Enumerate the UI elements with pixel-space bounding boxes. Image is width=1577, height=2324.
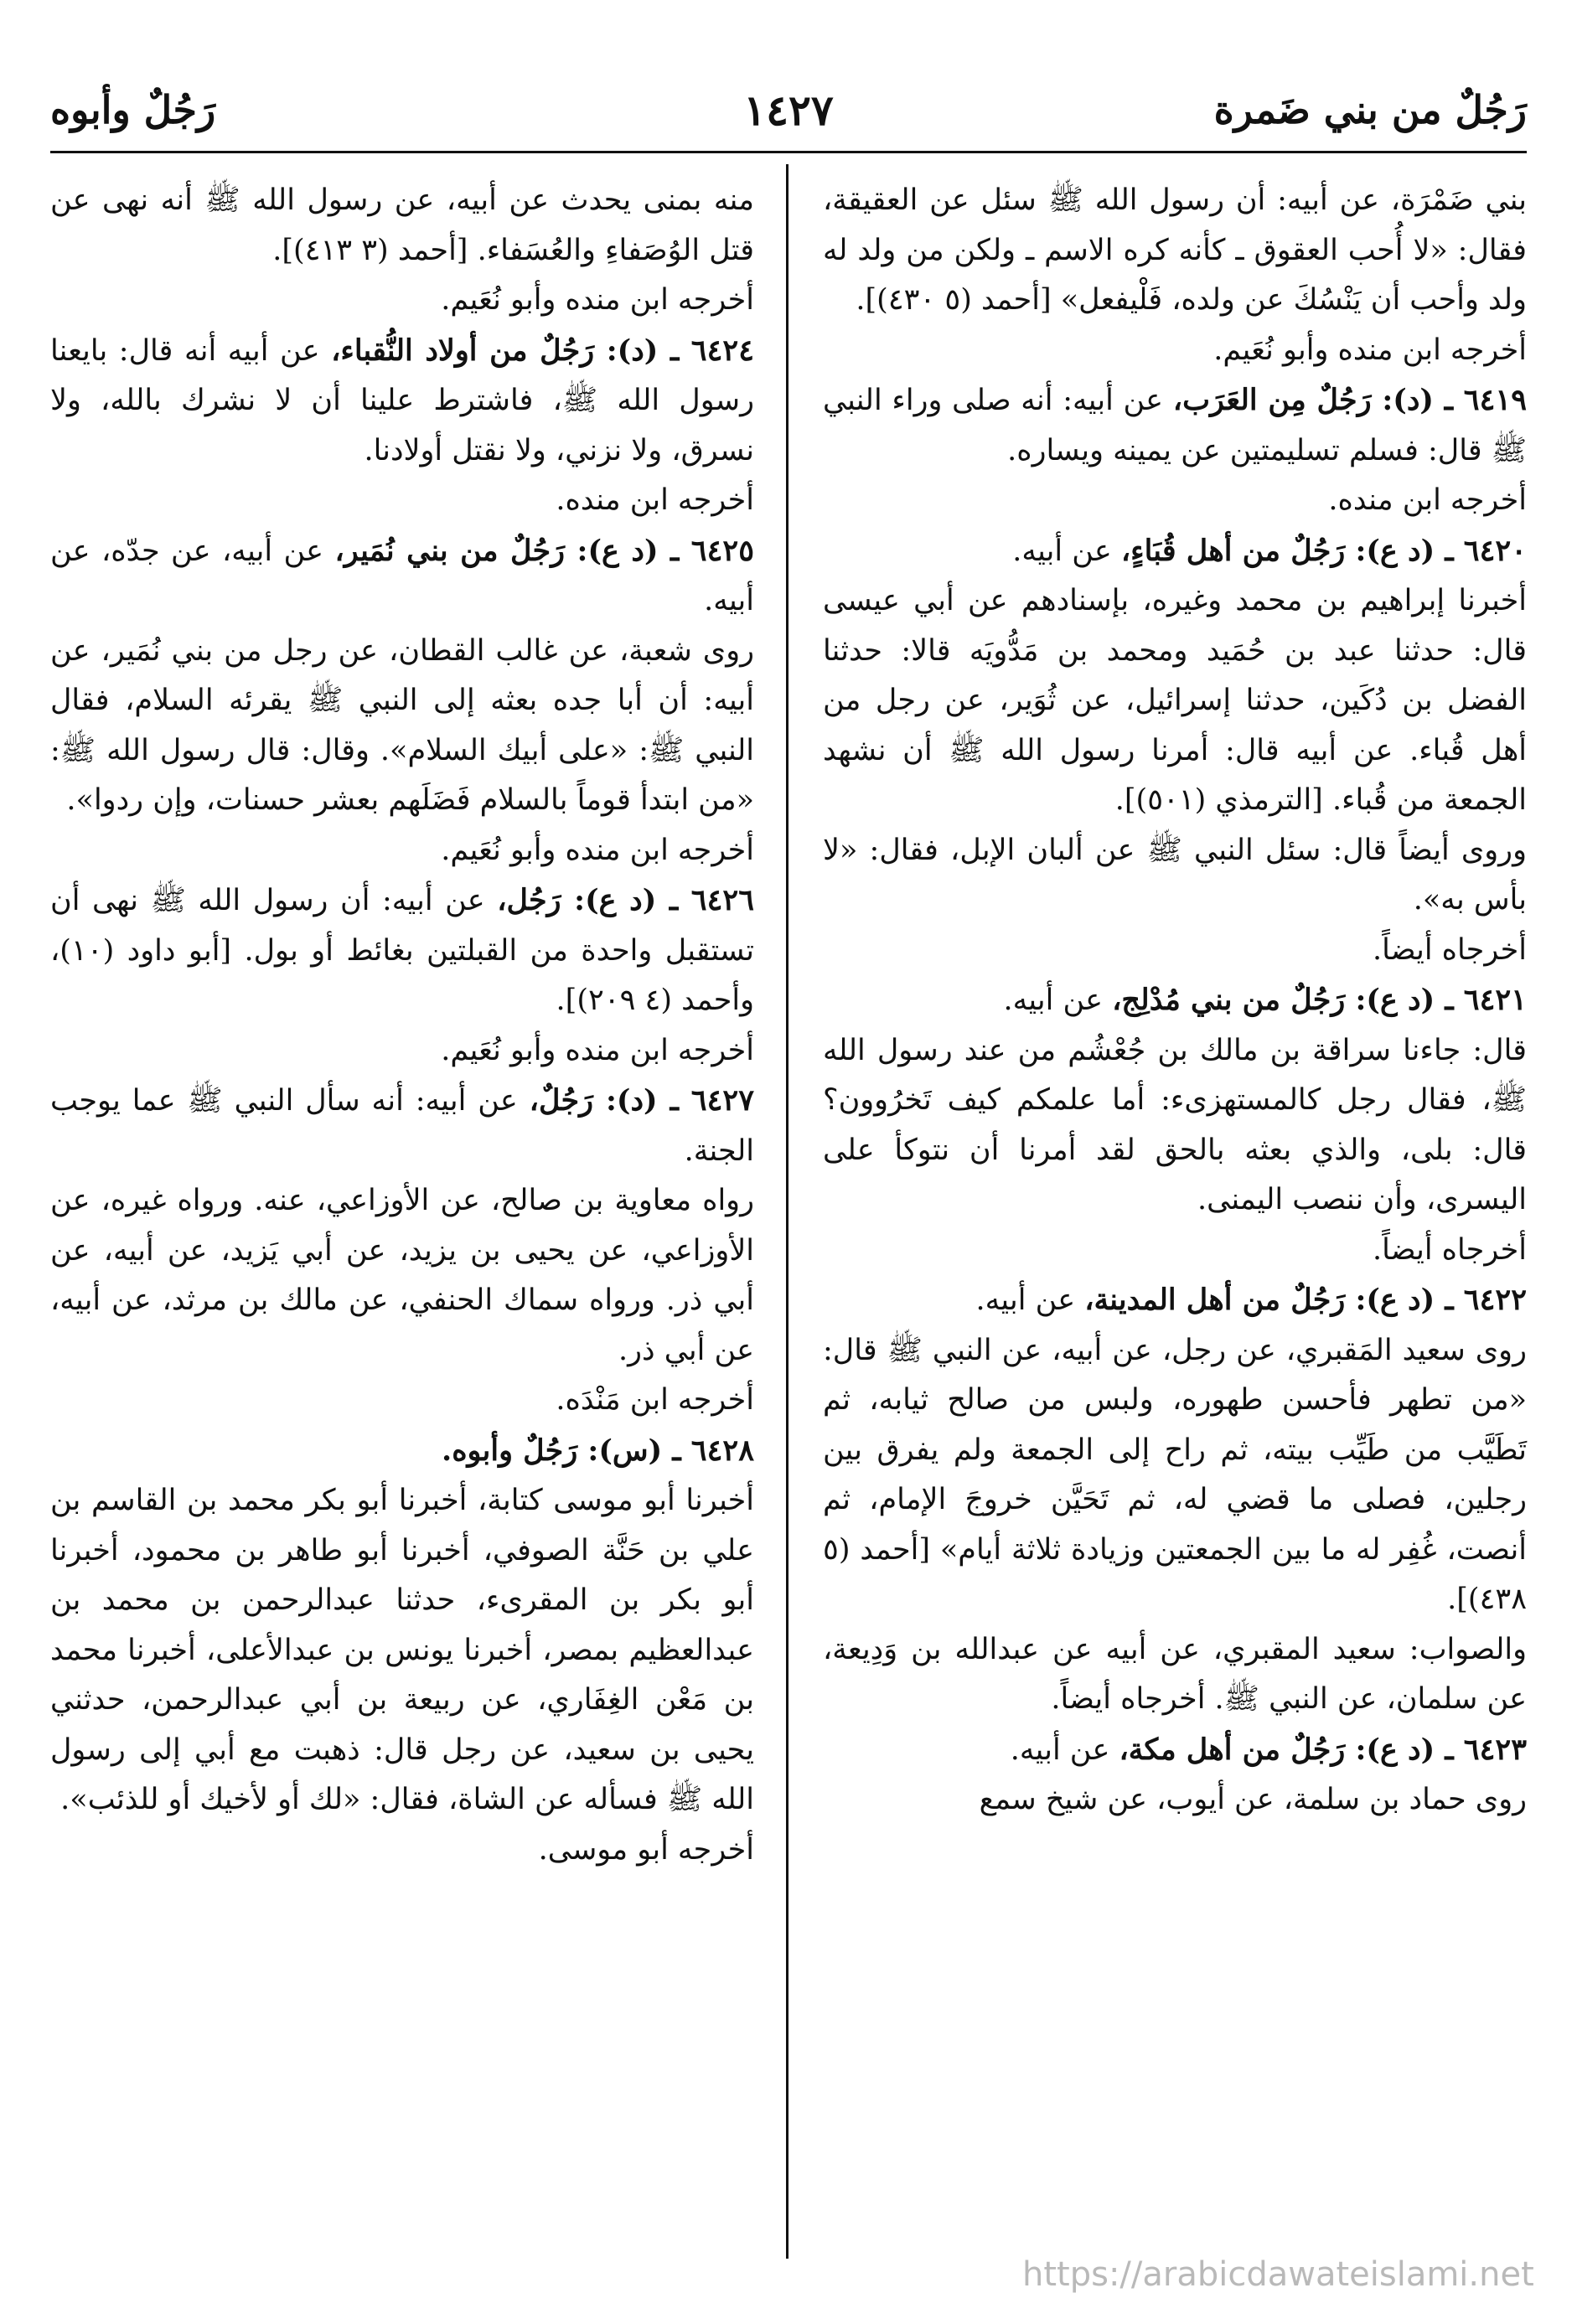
text-paragraph	[823, 1625, 1527, 1725]
paragraph-text: قال: جاءنا سراقة بن مالك بن جُعْشُم من عند رسول الله ﷺ، فقال رجل كالمستهزىء: أما علمكم كيف تَخرُوون؟ قال: بلى، والذي بعثه بالحق لقد أمرنا أن نتوكأ على اليسرى، وأن ننصب اليمنى.	[823, 1033, 1527, 1216]
text-paragraph	[823, 1775, 1527, 1826]
page-header	[50, 72, 1527, 147]
paragraph-text: روى شعبة، عن غالب القطان، عن رجل من بني نُمَير، عن أبيه: أن أبا جده بعثه إلى النبي ﷺ يقرئه السلام، فقال النبي ﷺ: «على أبيك السلام». وقال: قال رسول الله ﷺ: «من ابتدأ قوماً بالسلام فَضَلَهم بعشر حسنات، وإن ردوا».	[50, 633, 754, 817]
text-paragraph	[50, 1176, 754, 1376]
text-paragraph	[823, 1326, 1527, 1625]
paragraph-text: عن أبيه: أنه سأل النبي ﷺ عما يوجب الجنة.	[50, 1084, 754, 1168]
paragraph-text: بني ضَمْرَة، عن أبيه: أن رسول الله ﷺ سئل عن العقيقة، فقال: «لا أُحب العقوق ـ كأنه كره الاسم ـ ولكن من ولد له ولد وأحب أن يَنْسُكَ عن ولده، فَلْيفعل» [أحمد (٥ ٤٣٠)].	[823, 183, 1527, 317]
text-paragraph	[50, 476, 754, 526]
paragraph-text: عن أبيه أنه قال: بايعنا رسول الله ﷺ، فاشترط علينا أن لا نشرك بالله، ولا نسرق، ولا نزني، ولا نقتل أولادنا.	[50, 333, 754, 467]
entry-paragraph	[50, 526, 754, 627]
paragraph-text: أخرجه ابن منده وأبو نُعَيم.	[441, 283, 754, 317]
text-paragraph	[823, 476, 1527, 526]
entry-heading: ٦٤٢٨ ـ (س): رَجُلٌ وأبوه.	[442, 1433, 754, 1468]
entry-heading: ٦٤٢١ ـ (د ع): رَجُلٌ من بني مُدْلِج،	[1112, 983, 1527, 1017]
paragraph-text: عن أبيه: أن رسول الله ﷺ نهى أن تستقبل واحدة من القبلتين بغائط أو بول. [أبو داود (١٠)، وأحمد (٤ ٢٠٩)].	[50, 884, 754, 1017]
entry-heading: ٦٤٢٠ ـ (د ع): رَجُلٌ من أهل قُبَاءٍ،	[1120, 533, 1527, 568]
text-paragraph	[50, 826, 754, 876]
text-paragraph	[823, 826, 1527, 926]
paragraph-text: عن أبيه.	[975, 1283, 1085, 1317]
column-divider	[786, 164, 788, 2259]
entry-heading: ٦٤٢٢ ـ (د ع): رَجُلٌ من أهل المدينة،	[1084, 1283, 1527, 1317]
entry-heading: ٦٤٢٦ ـ (د ع): رَجُل،	[497, 883, 754, 917]
entry-heading: ٦٤٢٣ ـ (د ع): رَجُلٌ من أهل مكة،	[1119, 1732, 1527, 1767]
text-paragraph	[50, 627, 754, 826]
entry-heading: ٦٤٢٤ ـ (د): رَجُلٌ من أولاد النُّقباء،	[331, 333, 754, 368]
text-paragraph	[50, 176, 754, 276]
paragraph-text: أخرجاه أيضاً.	[1372, 1232, 1527, 1267]
entry-paragraph	[50, 1426, 754, 1477]
paragraph-text: منه بمنى يحدث عن أبيه، عن رسول الله ﷺ أنه نهى عن قتل الوُصَفاءِ والعُسَفاء. [أحمد (٣ ٤١٣)].	[50, 183, 754, 267]
entry-paragraph	[50, 1076, 754, 1176]
paragraph-text: أخبرنا إبراهيم بن محمد وغيره، بإسنادهم عن أبي عيسى قال: حدثنا عبد بن حُمَيد ومحمد بن مَدُّويَه قالا: حدثنا الفضل بن دُكَين، حدثنا إسرائيل، عن ثُوَير، عن رجل من أهل قُباء. عن أبيه قال: أمرنا رسول الله ﷺ أن نشهد الجمعة من قُباء. [الترمذي (٥٠١)].	[823, 584, 1527, 817]
paragraph-text: رواه معاوية بن صالح، عن الأوزاعي، عنه. ورواه غيره، عن الأوزاعي، عن يحيى بن يزيد، عن أبي يَزيد، عن أبيه، عن أبي ذر. ورواه سماك الحنفي، عن مالك بن مرثد، عن أبيه، عن أبي ذر.	[50, 1184, 754, 1367]
paragraph-text: عن أبيه، عن جدّه، عن أبيه.	[50, 534, 754, 617]
entry-paragraph	[823, 1275, 1527, 1326]
paragraph-text: أخرجه ابن مَنْدَه.	[556, 1383, 754, 1417]
paragraph-text: أخرجه ابن منده.	[556, 483, 754, 517]
paragraph-text: أخرجه ابن منده.	[1328, 483, 1527, 517]
paragraph-text: أخرجه أبو موسى.	[538, 1832, 754, 1867]
text-paragraph	[50, 1026, 754, 1077]
paragraph-text: أخرجاه أيضاً.	[1372, 932, 1527, 967]
text-paragraph	[823, 1226, 1527, 1276]
paragraph-text: أخرجه ابن منده وأبو نُعَيم.	[1213, 333, 1527, 367]
text-paragraph	[823, 576, 1527, 826]
paragraph-text: أخبرنا أبو موسى كتابة، أخبرنا أبو بكر محمد بن القاسم بن علي بن حَنَّة الصوفي، أخبرنا أبو طاهر بن محمود، أخبرنا أبو بكر بن المقرىء، حدثنا عبدالرحمن بن محمد بن عبدالعظيم بمصر، أخبرنا يونس بن عبدالأعلى، أخبرنا محمد بن مَعْن الغِفَاري، عن ربيعة بن أبي عبدالرحمن، حدثني يحيى بن سعيد، عن رجل قال: ذهبت مع أبي إلى رسول الله ﷺ فسأله عن الشاة، فقال: «لك أو لأخيك أو للذئب».	[50, 1484, 754, 1816]
text-paragraph	[50, 276, 754, 326]
paragraph-text: عن أبيه: أنه صلى وراء النبي ﷺ قال: فسلم تسليمتين عن يمينه ويساره.	[823, 384, 1527, 467]
paragraph-text: والصواب: سعيد المقبري، عن أبيه عن عبدالله بن وَدِيعة، عن سلمان، عن النبي ﷺ. أخرجاه أيضاً.	[823, 1632, 1527, 1716]
running-title-right: رَجُلٌ من بني ضَمرة	[1213, 87, 1527, 132]
paragraph-text: روى حماد بن سلمة، عن أيوب، عن شيخ سمع	[979, 1783, 1527, 1816]
text-paragraph	[50, 1376, 754, 1426]
entry-heading: ٦٤٢٧ ـ (د): رَجُلٌ،	[529, 1083, 754, 1118]
entry-heading: ٦٤٢٥ ـ (د ع): رَجُلٌ من بني نُمَير،	[334, 533, 754, 568]
paragraph-text: عن أبيه.	[1010, 1733, 1119, 1767]
left-column	[50, 176, 754, 1875]
entry-paragraph	[823, 526, 1527, 577]
running-title-left: رَجُلٌ وأبوه	[50, 87, 216, 132]
right-column	[823, 176, 1527, 1826]
header-rule	[50, 151, 1527, 153]
paragraph-text: عن أبيه.	[1003, 984, 1113, 1017]
paragraph-text: عن أبيه.	[1012, 534, 1121, 568]
paragraph-text: أخرجه ابن منده وأبو نُعَيم.	[441, 1033, 754, 1067]
entry-paragraph	[50, 326, 754, 477]
text-paragraph	[823, 926, 1527, 976]
page-number: ١٤٢٧	[743, 85, 834, 135]
entry-paragraph	[50, 875, 754, 1026]
entry-paragraph	[823, 375, 1527, 476]
text-paragraph	[823, 1026, 1527, 1226]
paragraph-text: وروى أيضاً قال: سئل النبي ﷺ عن ألبان الإبل، فقال: «لا بأس به».	[823, 833, 1527, 917]
text-paragraph	[50, 1826, 754, 1876]
watermark-url: https://arabicdawateislami.net	[1022, 2255, 1534, 2294]
text-paragraph	[823, 326, 1527, 376]
entry-paragraph	[823, 1725, 1527, 1776]
text-paragraph	[50, 1476, 754, 1826]
paragraph-text: روى سعيد المَقبري، عن رجل، عن أبيه، عن النبي ﷺ قال: «من تطهر فأحسن طهوره، ولبس من صالح ثيابه، ثم تَطَيَّب من طَيِّب بيته، ثم راح إلى الجمعة ولم يفرق بين رجلين، فصلى ما قضي له، ثم تَحَيَّن خروجَ الإمام، ثم أنصت، غُفِر له ما بين الجمعتين وزيادة ثلاثة أيام» [أحمد (٥ ٤٣٨)].	[823, 1333, 1527, 1616]
entry-paragraph	[823, 975, 1527, 1026]
paragraph-text: أخرجه ابن منده وأبو نُعَيم.	[441, 833, 754, 867]
text-paragraph	[823, 176, 1527, 326]
entry-heading: ٦٤١٩ ـ (د): رَجُلٌ مِن العَرَب،	[1172, 383, 1527, 417]
